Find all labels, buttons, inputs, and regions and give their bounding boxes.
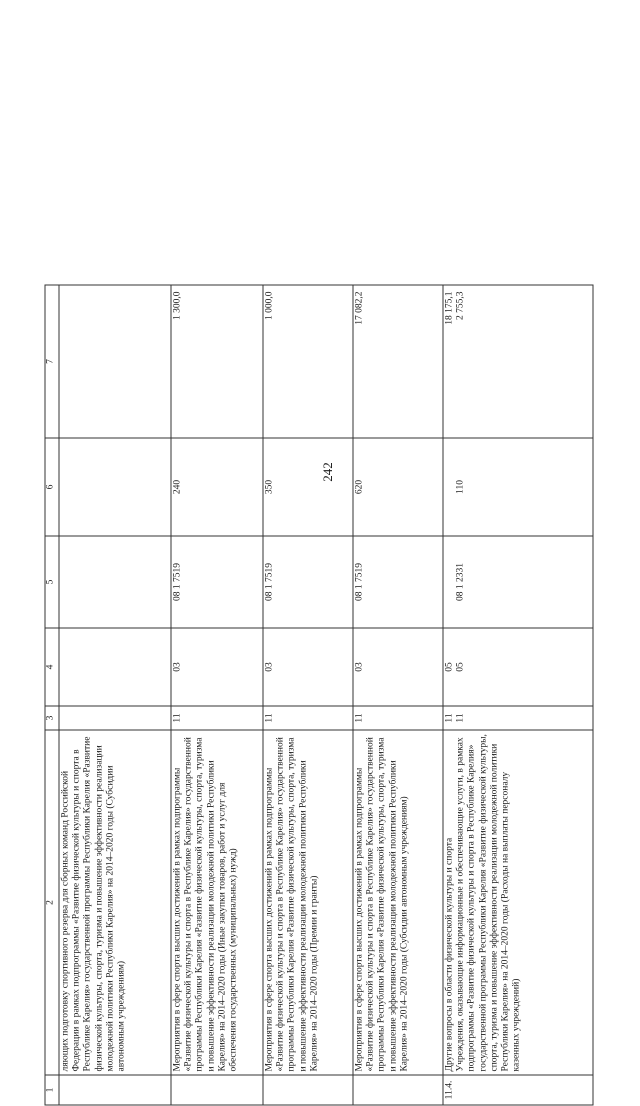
cell-section: 11 xyxy=(171,706,263,730)
cell-section xyxy=(59,706,171,730)
header-col-1: 1 xyxy=(45,1075,59,1105)
row-heading: Другие вопросы в области физической культуры и спорта xyxy=(444,837,455,1072)
row-number xyxy=(171,1075,263,1105)
row-number xyxy=(353,1075,443,1105)
table-row xyxy=(443,285,593,1105)
cell-value: 11 xyxy=(444,713,455,723)
cell-amount: 17 082,2 xyxy=(353,285,443,438)
cell-expense-type: 240 xyxy=(171,438,263,536)
cell-expense-type: 620 xyxy=(353,438,443,536)
cell-subsection xyxy=(59,628,171,706)
row-description xyxy=(443,730,593,1075)
header-col-6: 6 xyxy=(45,438,59,536)
row-number: 11.4. xyxy=(443,1075,593,1105)
cell-target-article xyxy=(59,536,171,628)
cell-value xyxy=(445,442,456,533)
cell-subsection: 03 xyxy=(353,628,443,706)
cell-value: 110 xyxy=(455,480,466,494)
table-row xyxy=(263,285,353,1105)
row-description: ляющих подготовку спортивного резерва для сборных команд Российской Федерации в рамках подпрограммы «Развитие физической культуры и спорта в Республике Карелия» государственной программы Республики Карелия «Развитие физической культуры, спорта, туризма и повышение эффективности реализации молодежной политики Республики Карелия» на 2014–2020 годы (Субсидии автономным учреждениям) xyxy=(59,730,171,1075)
row-description: Мероприятия в сфере спорта высших достижений в рамках подпрограммы «Развитие физической культуры и спорта в Республике Карелия» государственной программы Республики Карелия «Развитие физической культуры, спорта, туризма и повышение эффективности реализации молодежной политики Республики Карелия» на 2014–2020 годы (Премии и гранты) xyxy=(263,730,353,1075)
budget-table xyxy=(45,285,594,1106)
table-row xyxy=(353,285,443,1105)
cell-section: 11 xyxy=(353,706,443,730)
cell-value: 08 1 2331 xyxy=(455,563,466,601)
table-row xyxy=(59,285,171,1105)
cell-subsection: 03 xyxy=(171,628,263,706)
cell-expense-type xyxy=(59,438,171,536)
header-col-4: 4 xyxy=(45,628,59,706)
cell-subsection xyxy=(443,628,593,706)
header-col-5: 5 xyxy=(45,536,59,628)
header-col-3: 3 xyxy=(45,706,59,730)
cell-amount: 1 300,0 xyxy=(171,285,263,438)
cell-amount: 1 000,0 xyxy=(263,285,353,438)
cell-value xyxy=(445,540,456,625)
row-number xyxy=(263,1075,353,1105)
cell-expense-type: 350 xyxy=(263,438,353,536)
cell-target-article: 08 1 7519 xyxy=(171,536,263,628)
cell-value: 11 xyxy=(455,713,466,723)
cell-value: 05 xyxy=(455,662,466,672)
cell-section: 11 xyxy=(263,706,353,730)
cell-value: 2 755,3 xyxy=(455,291,466,320)
table-row xyxy=(171,285,263,1105)
cell-target-article xyxy=(443,536,593,628)
cell-target-article: 08 1 7519 xyxy=(353,536,443,628)
row-description: Мероприятия в сфере спорта высших достижений в рамках подпрограммы «Развитие физической культуры и спорта в Республике Карелия» государственной программы Республики Карелия «Развитие физической культуры, спорта, туризма и повышение эффективности реализации молодежной политики Республики Карелия» на 2014–2020 годы (Субсидии автономным учреждениям) xyxy=(353,730,443,1075)
page-number: 242 xyxy=(320,462,335,482)
cell-expense-type xyxy=(443,438,593,536)
cell-value: 05 xyxy=(444,662,455,672)
header-col-7: 7 xyxy=(45,285,59,438)
cell-value: 18 175,1 xyxy=(444,291,455,325)
cell-subsection: 03 xyxy=(263,628,353,706)
rotated-table-wrapper xyxy=(45,286,590,1106)
cell-section xyxy=(443,706,593,730)
header-row xyxy=(45,285,59,1105)
row-subitem: Учреждения, оказывающие информационные и обеспечивающие услуги, в рамках подпрограммы «Развитие физической культуры и спорта в Республике Карелия» государственной программы Республики Карелия «Развитие физической культуры, спорта, туризма и повышение эффективности реализации молодежной политики Республики Карелия» на 2014–2020 годы (Расходы на выплаты персоналу казенных учреждений) xyxy=(455,734,522,1072)
row-description: Мероприятия в сфере спорта высших достижений в рамках подпрограммы «Развитие физической культуры и спорта в Республике Карелия» государственной программы Республики Карелия «Развитие физической культуры, спорта, туризма и повышение эффективности реализации молодежной политики Республики Карелия» на 2014–2020 годы (Иные закупки товаров, работ и услуг для обеспечения государственных (муниципальных) нужд) xyxy=(171,730,263,1075)
header-col-2: 2 xyxy=(45,730,59,1075)
cell-target-article: 08 1 7519 xyxy=(263,536,353,628)
row-number xyxy=(59,1075,171,1105)
cell-amount xyxy=(59,285,171,438)
cell-amount xyxy=(443,285,593,438)
